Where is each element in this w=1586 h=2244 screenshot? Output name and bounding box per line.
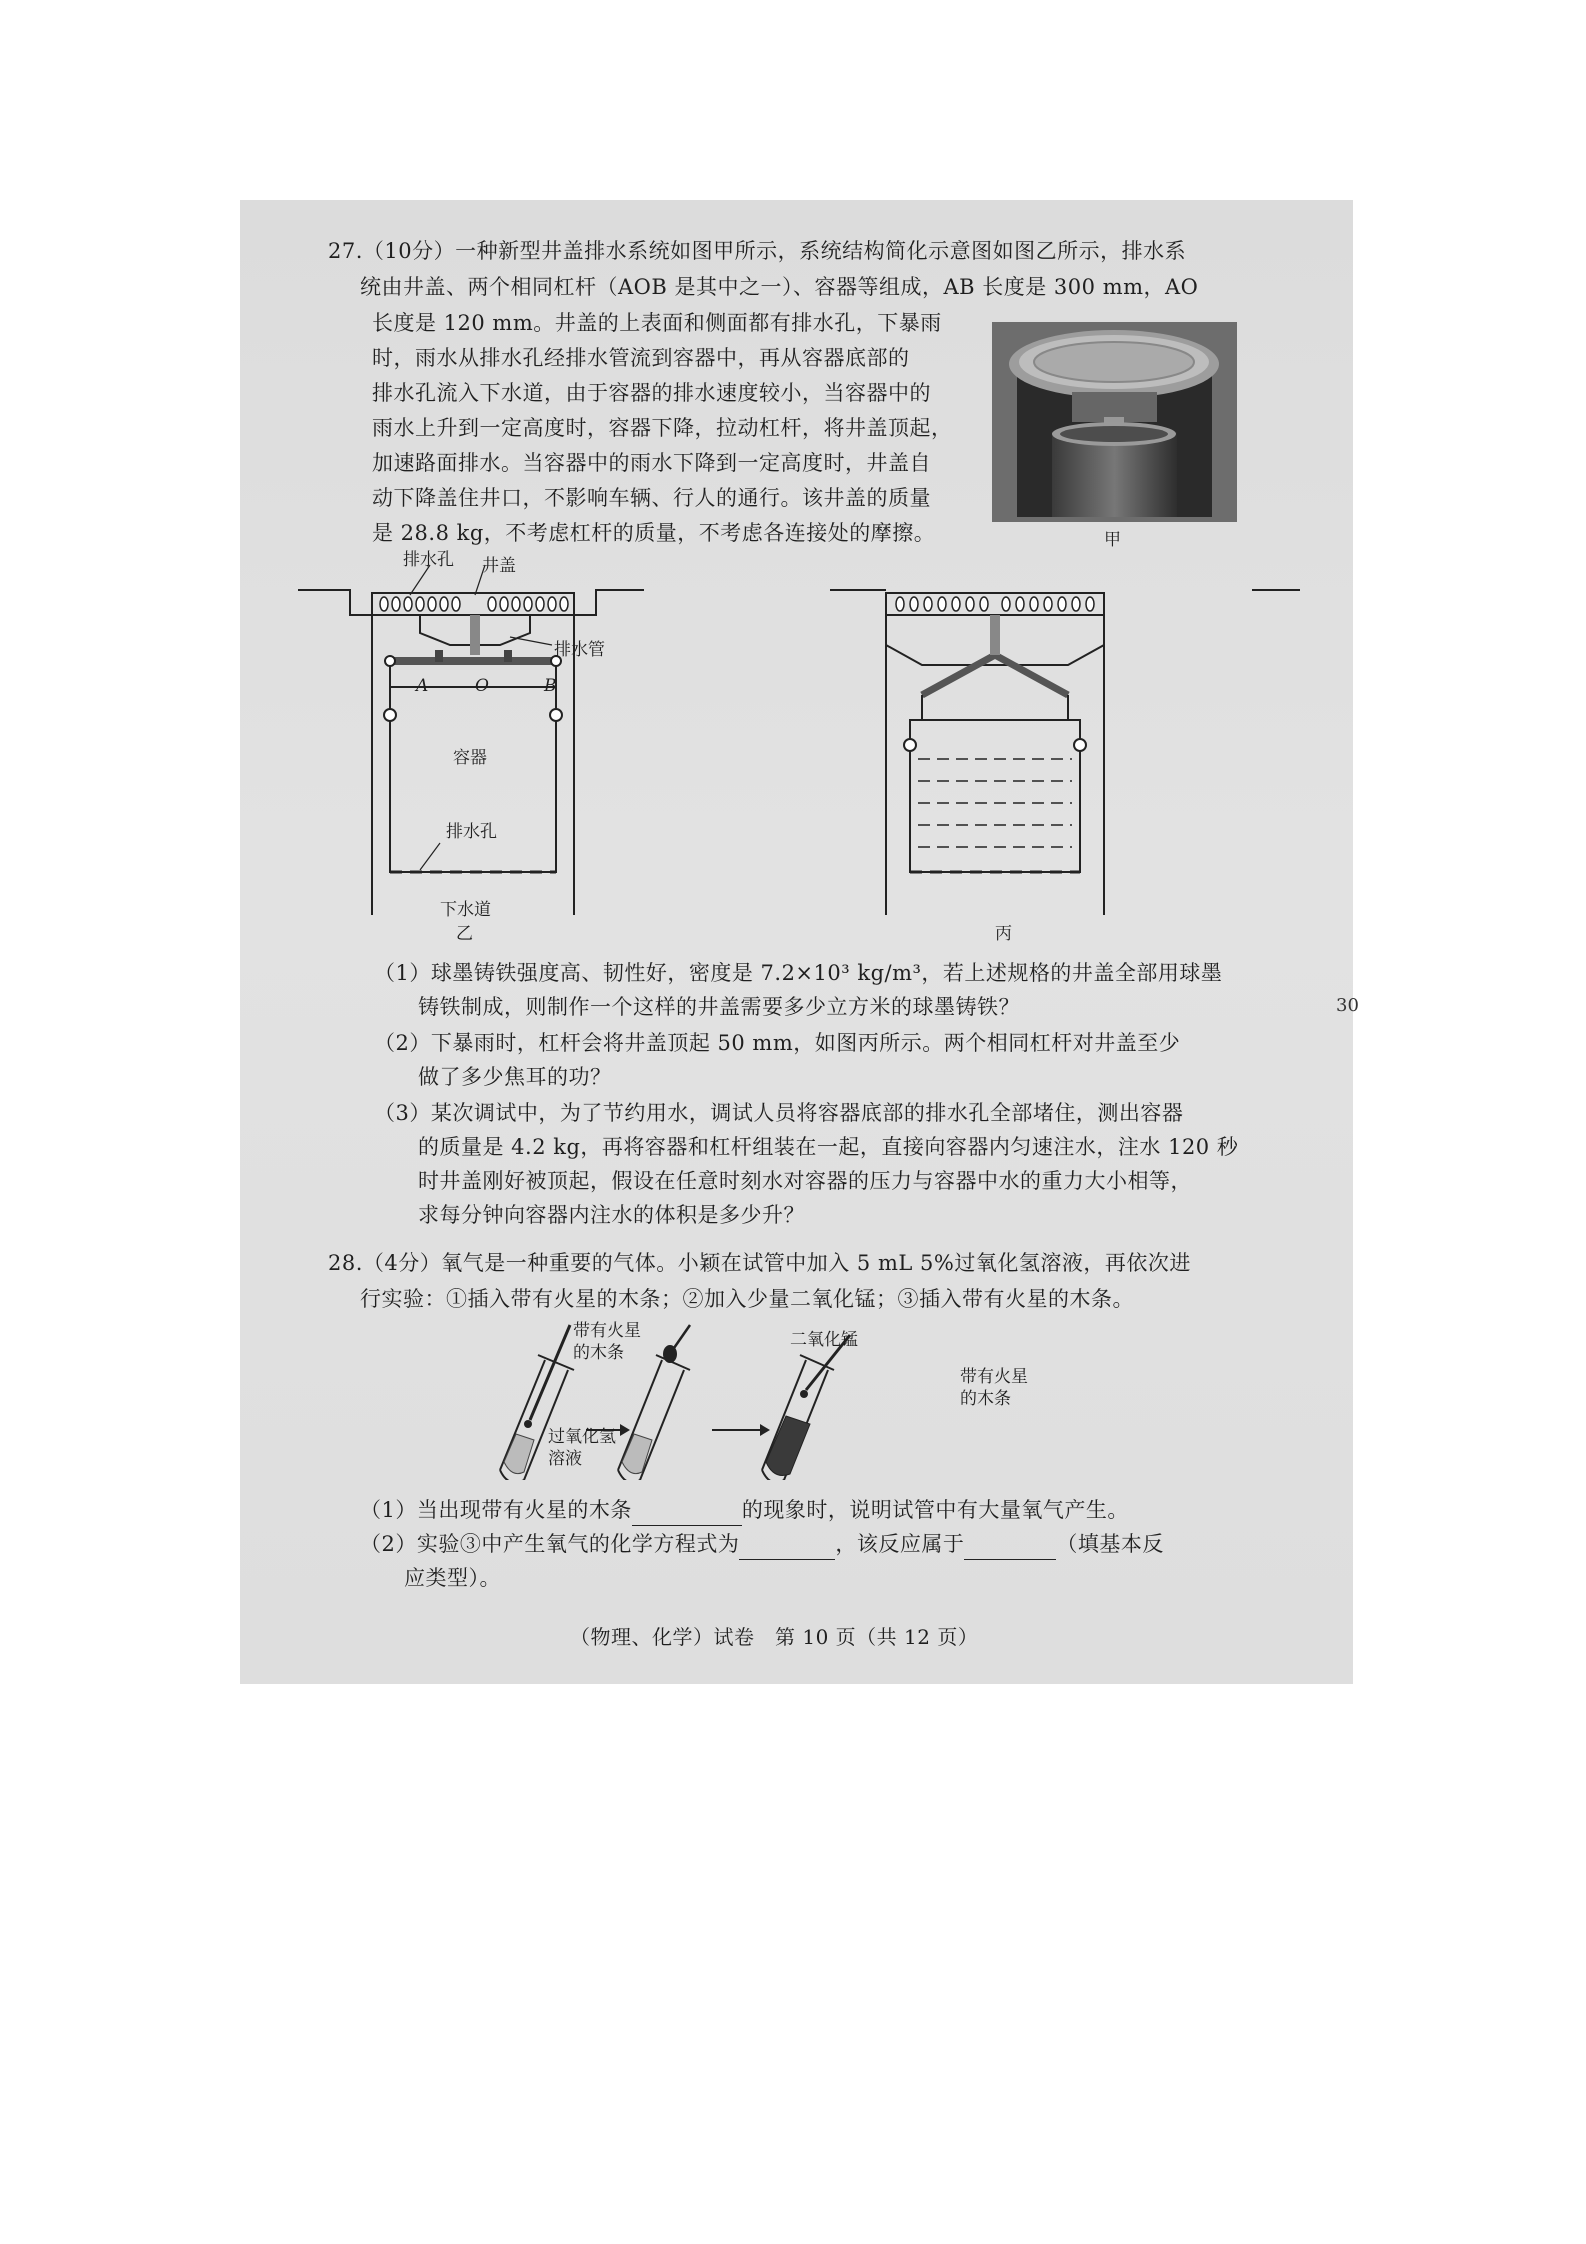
q27-sub1-line2: 铸铁制成，则制作一个这样的井盖需要多少立方米的球墨铸铁？ [418,995,1020,1019]
ground-right-yi [574,590,644,615]
q27-sub2-line1: （2）下暴雨时，杠杆会将井盖顶起 50 mm，如图丙所示。两个相同杠杆对井盖至少 [374,1031,1181,1055]
q28-sub2-line2: 应类型）。 [404,1566,501,1590]
q28-sub1-prefix: （1）当出现带有火星的木条 [360,1498,632,1522]
ground-left-yi [298,590,372,615]
q28-line2: 行实验：①插入带有火星的木条；②加入少量二氧化锰；③插入带有火星的木条。 [360,1287,1134,1311]
label-cover: 井盖 [482,556,516,576]
solution-tube3 [766,1416,810,1476]
q27-sub3-line4: 求每分钟向容器内注水的体积是多少升？ [418,1203,805,1227]
q28-answer-blank-1[interactable] [632,1495,742,1526]
photographed-exam-page [240,200,1353,1684]
manhole-structure-diagram [270,545,1330,930]
q27-sub3-line1: （3）某次调试中，为了节约用水，调试人员将容器底部的排水孔全部堵住，测出容器 [374,1101,1184,1125]
q27-line6: 雨水上升到一定高度时，容器下降，拉动杠杆，将井盖顶起， [372,416,953,440]
q28-answer-blank-2[interactable] [739,1529,835,1560]
q27-sub3-line3: 时井盖刚好被顶起，假设在任意时刻水对容器的压力与容器中水的重力大小相等， [418,1169,1192,1193]
q28-sub2-prefix: （2）实验③中产生氧气的化学方程式为 [360,1532,740,1556]
label-stick-1: 带有火星 的木条 [573,1321,641,1363]
q27-sub3-line2: 的质量是 4.2 kg，再将容器和杠杆组装在一起，直接向容器内匀速注水，注水 120 秒 [418,1135,1239,1159]
q27-line8: 动下降盖住井口，不影响车辆、行人的通行。该井盖的质量 [372,486,931,510]
q28-header: 28.（4分）氧气是一种重要的气体。小颖在试管中加入 5 mL 5%过氧化氢溶液，再依次进 [328,1251,1191,1275]
label-solution: 过氧化氢 溶液 [548,1427,616,1469]
label-point-a: A [416,676,429,696]
label-point-b: B [544,676,557,696]
container-yi [390,687,556,872]
q28-answer-blank-3[interactable] [964,1529,1056,1560]
mno2-spoon [663,1345,677,1363]
label-mno2: 二氧化锰 [790,1330,858,1350]
q27-line9: 是 28.8 kg，不考虑杠杆的质量，不考虑各连接处的摩擦。 [372,521,936,545]
label-stick-3: 带有火星 的木条 [960,1367,1028,1409]
spoon-handle [674,1325,690,1348]
figure-bing-label: 丙 [995,924,1012,944]
q28-sub2 [360,1529,1164,1560]
q28-sub2-mid: ，该反应属于 [835,1532,965,1556]
label-bottom-hole: 排水孔 [446,822,497,842]
lever-yi [390,657,556,665]
levers-bing [922,655,1068,695]
q28-sub2-suffix: （填基本反 [1056,1532,1164,1556]
solution-tube2 [622,1434,652,1474]
q27-line2: 统由井盖、两个相同杠杆（AOB 是其中之一）、容器等组成，AB 长度是 300 mm，AO [360,275,1199,299]
figure-yi-label: 乙 [456,924,473,944]
figure-jia-label: 甲 [1104,530,1121,550]
q27-line7: 加速路面排水。当容器中的雨水下降到一定高度时，井盖自 [372,451,931,475]
q27-line5: 排水孔流入下水道，由于容器的排水速度较小，当容器中的 [372,381,931,405]
q28-sub1 [360,1495,1129,1526]
label-container: 容器 [453,748,487,768]
page-footer: （物理、化学）试卷 第 10 页（共 12 页） [570,1625,979,1649]
container-bing [910,720,1080,872]
side-page-number: 30 [1336,995,1359,1016]
manhole-photo-jia [992,322,1237,522]
q27-sub2-line2: 做了多少焦耳的功？ [418,1065,612,1089]
q27-line4: 时，雨水从排水孔经排水管流到容器中，再从容器底部的 [372,346,910,370]
center-stem-yi [470,615,480,655]
q27-header: 27.（10分）一种新型井盖排水系统如图甲所示，系统结构简化示意图如图乙所示，排水系 [328,239,1187,263]
q28-sub1-suffix: 的现象时，说明试管中有大量氧气产生。 [741,1498,1129,1522]
wood-stick-1 [530,1325,570,1420]
q27-sub1-line1: （1）球墨铸铁强度高、韧性好，密度是 7.2×10³ kg/m³，若上述规格的井盖全部用球墨 [374,961,1223,985]
q27-line3: 长度是 120 mm。井盖的上表面和侧面都有排水孔，下暴雨 [372,311,942,335]
label-point-o: O [475,676,489,696]
label-drain-hole: 排水孔 [403,550,454,570]
label-drain-pipe: 排水管 [554,640,605,660]
label-sewer: 下水道 [440,900,491,920]
